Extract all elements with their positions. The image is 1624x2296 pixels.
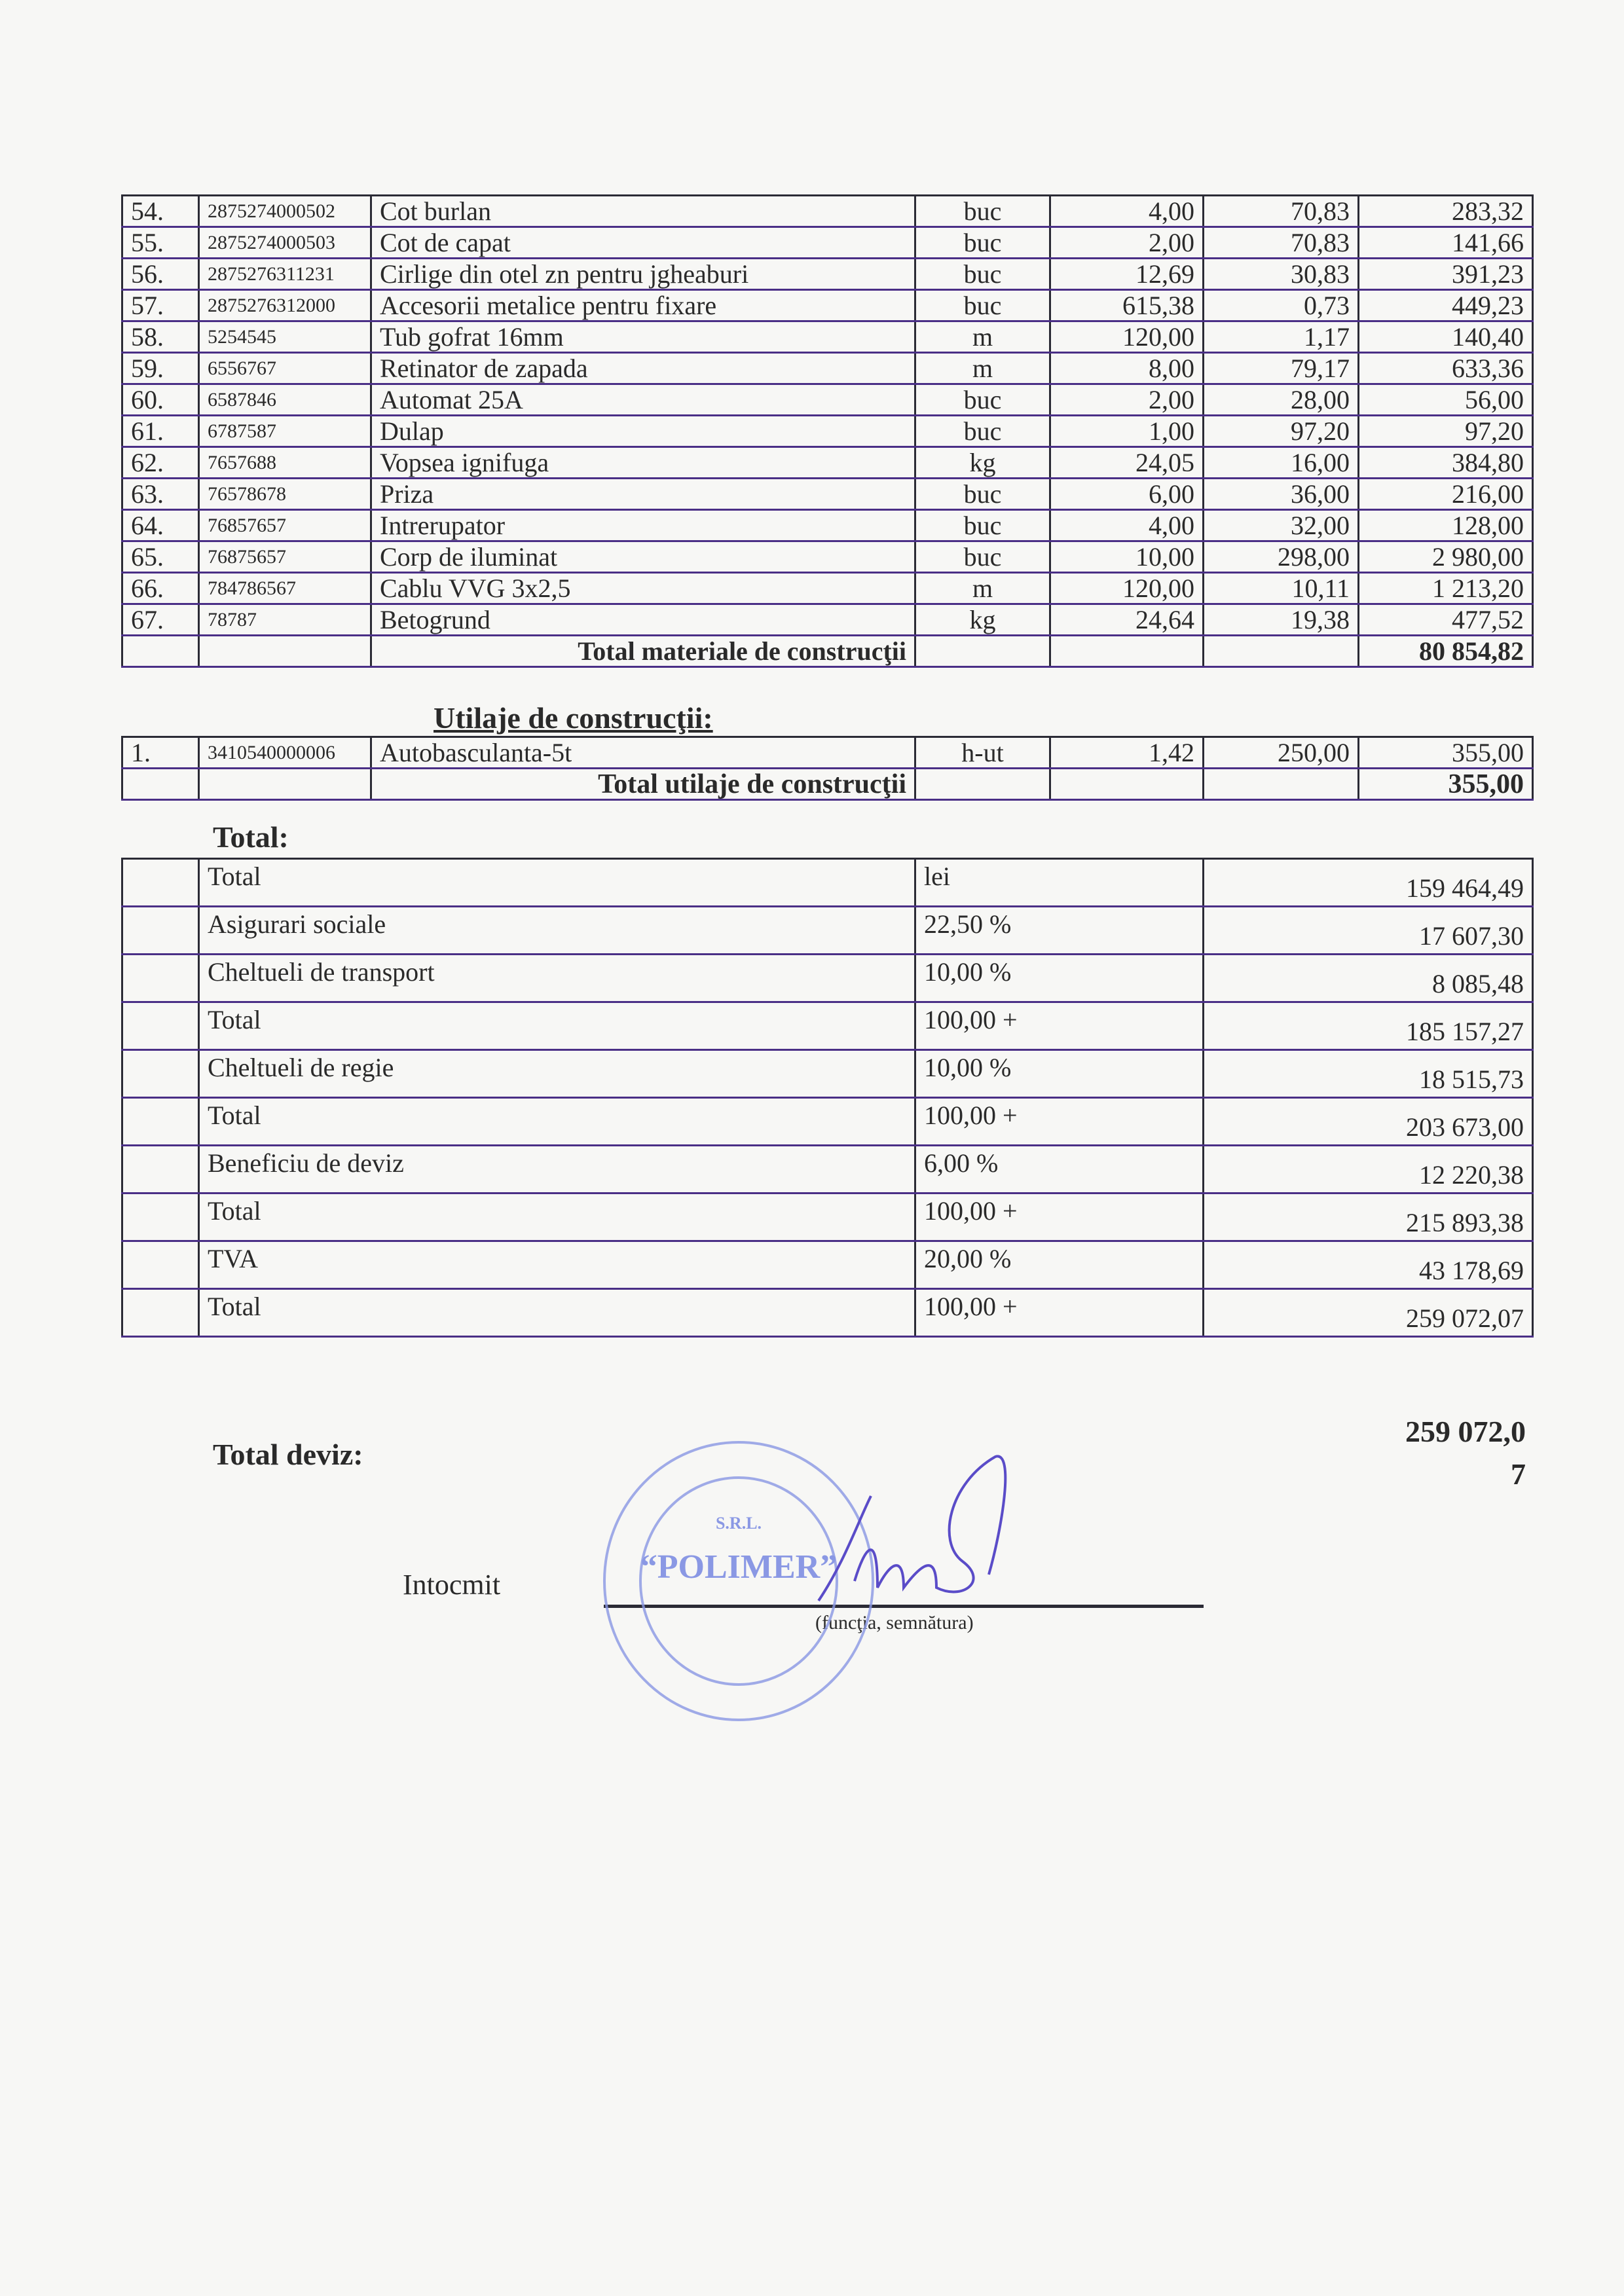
row-unit: m: [915, 321, 1050, 353]
row-total: 216,00: [1359, 479, 1533, 510]
row-qty: 24,05: [1050, 447, 1204, 479]
row-number: 62.: [122, 447, 199, 479]
summary-value: 8 085,48: [1204, 955, 1533, 1002]
summary-value: 17 607,30: [1204, 907, 1533, 955]
table-row: [122, 479, 1533, 510]
summary-empty-cell: [122, 1241, 199, 1289]
row-qty: 120,00: [1050, 573, 1204, 604]
row-number: 67.: [122, 604, 199, 636]
row-unit: buc: [915, 541, 1050, 573]
row-price: 19,38: [1204, 604, 1359, 636]
row-price: 79,17: [1204, 353, 1359, 384]
summary-heading: Total:: [213, 820, 289, 854]
row-total: 633,36: [1359, 353, 1533, 384]
company-stamp-icon: [596, 1430, 1054, 1732]
summary-rate: 22,50 %: [915, 907, 1204, 955]
summary-row: [122, 1050, 1533, 1098]
row-qty: 10,00: [1050, 541, 1204, 573]
summary-rate: 100,00 +: [915, 1289, 1204, 1337]
summary-label: Asigurari sociale: [199, 907, 915, 955]
row-price: 36,00: [1204, 479, 1359, 510]
summary-label: Total: [199, 1194, 915, 1241]
row-price: 10,11: [1204, 573, 1359, 604]
table-row: [122, 227, 1533, 259]
summary-row: [122, 1289, 1533, 1337]
prepared-by-label: Intocmit: [403, 1569, 501, 1601]
row-qty: 615,38: [1050, 290, 1204, 321]
grand-total-value: [1405, 1414, 1526, 1491]
summary-empty-cell: [122, 955, 199, 1002]
row-total: 140,40: [1359, 321, 1533, 353]
row-unit: h-ut: [915, 737, 1050, 769]
row-code: 76875657: [199, 541, 371, 573]
row-name: Automat 25A: [371, 384, 915, 416]
summary-label: Total: [199, 1002, 915, 1050]
summary-row: [122, 1002, 1533, 1050]
materials-total-row: [122, 636, 1533, 667]
summary-value: 215 893,38: [1204, 1194, 1533, 1241]
summary-label: TVA: [199, 1241, 915, 1289]
row-price: 250,00: [1204, 737, 1359, 769]
summary-label: Cheltueli de regie: [199, 1050, 915, 1098]
row-number: 65.: [122, 541, 199, 573]
row-name: Autobasculanta-5t: [371, 737, 915, 769]
row-code: 76857657: [199, 510, 371, 541]
row-code: 6556767: [199, 353, 371, 384]
row-qty: 120,00: [1050, 321, 1204, 353]
row-code: 5254545: [199, 321, 371, 353]
grand-total-label: Total deviz:: [213, 1438, 363, 1471]
row-total: 384,80: [1359, 447, 1533, 479]
row-code: 76578678: [199, 479, 371, 510]
row-code: 78787: [199, 604, 371, 636]
summary-value: 159 464,49: [1204, 859, 1533, 907]
summary-value: 18 515,73: [1204, 1050, 1533, 1098]
row-unit: buc: [915, 227, 1050, 259]
row-qty: 1,00: [1050, 416, 1204, 447]
row-qty: 6,00: [1050, 479, 1204, 510]
row-price: 70,83: [1204, 227, 1359, 259]
summary-label: Cheltueli de transport: [199, 955, 915, 1002]
row-unit: kg: [915, 447, 1050, 479]
row-name: Accesorii metalice pentru fixare: [371, 290, 915, 321]
summary-table: [121, 858, 1534, 1338]
summary-label: Total: [199, 1098, 915, 1146]
summary-value: 259 072,07: [1204, 1289, 1533, 1337]
row-price: 1,17: [1204, 321, 1359, 353]
row-name: Cot de capat: [371, 227, 915, 259]
table-row: [122, 416, 1533, 447]
summary-rate: 10,00 %: [915, 955, 1204, 1002]
row-price: 28,00: [1204, 384, 1359, 416]
row-total: 449,23: [1359, 290, 1533, 321]
materials-total-label: Total materiale de construcţii: [371, 636, 915, 667]
table-row: [122, 290, 1533, 321]
row-qty: 8,00: [1050, 353, 1204, 384]
summary-rate: 20,00 %: [915, 1241, 1204, 1289]
table-row: [122, 353, 1533, 384]
row-unit: buc: [915, 510, 1050, 541]
summary-row: [122, 1241, 1533, 1289]
row-number: 58.: [122, 321, 199, 353]
row-number: 55.: [122, 227, 199, 259]
row-code: 7657688: [199, 447, 371, 479]
row-qty: 2,00: [1050, 384, 1204, 416]
row-name: Dulap: [371, 416, 915, 447]
row-code: 6587846: [199, 384, 371, 416]
row-unit: buc: [915, 259, 1050, 290]
summary-row: [122, 859, 1533, 907]
row-number: 56.: [122, 259, 199, 290]
row-total: 128,00: [1359, 510, 1533, 541]
row-qty: 4,00: [1050, 196, 1204, 227]
row-price: 32,00: [1204, 510, 1359, 541]
summary-label: Total: [199, 859, 915, 907]
table-row: [122, 510, 1533, 541]
stamp-srl: S.R.L.: [715, 1514, 762, 1533]
row-name: Cablu VVG 3x2,5: [371, 573, 915, 604]
row-total: 56,00: [1359, 384, 1533, 416]
row-name: Cirlige din otel zn pentru jgheaburi: [371, 259, 915, 290]
row-price: 97,20: [1204, 416, 1359, 447]
signature-scribble: [819, 1456, 1005, 1601]
row-number: 61.: [122, 416, 199, 447]
equipment-total-value: 355,00: [1359, 769, 1533, 800]
summary-empty-cell: [122, 859, 199, 907]
row-total: 283,32: [1359, 196, 1533, 227]
row-code: 2875274000502: [199, 196, 371, 227]
summary-empty-cell: [122, 907, 199, 955]
row-code: 3410540000006: [199, 737, 371, 769]
row-price: 298,00: [1204, 541, 1359, 573]
table-row: [122, 541, 1533, 573]
row-total: 477,52: [1359, 604, 1533, 636]
summary-row: [122, 907, 1533, 955]
row-name: Vopsea ignifuga: [371, 447, 915, 479]
summary-empty-cell: [122, 1098, 199, 1146]
row-number: 1.: [122, 737, 199, 769]
equipment-total-row: [122, 769, 1533, 800]
summary-value: 203 673,00: [1204, 1098, 1533, 1146]
summary-row: [122, 1146, 1533, 1194]
summary-empty-cell: [122, 1194, 199, 1241]
row-name: Corp de iluminat: [371, 541, 915, 573]
table-row: [122, 196, 1533, 227]
equipment-heading: Utilaje de construcţii:: [434, 701, 713, 735]
row-total: 355,00: [1359, 737, 1533, 769]
summary-value: 185 157,27: [1204, 1002, 1533, 1050]
table-row: [122, 573, 1533, 604]
summary-empty-cell: [122, 1002, 199, 1050]
row-unit: buc: [915, 416, 1050, 447]
row-qty: 24,64: [1050, 604, 1204, 636]
row-name: Intrerupator: [371, 510, 915, 541]
summary-row: [122, 1194, 1533, 1241]
summary-label: Beneficiu de deviz: [199, 1146, 915, 1194]
summary-empty-cell: [122, 1289, 199, 1337]
table-row: [122, 604, 1533, 636]
summary-row: [122, 1098, 1533, 1146]
summary-empty-cell: [122, 1146, 199, 1194]
row-qty: 4,00: [1050, 510, 1204, 541]
table-row: [122, 321, 1533, 353]
row-name: Retinator de zapada: [371, 353, 915, 384]
summary-row: [122, 955, 1533, 1002]
table-row: [122, 447, 1533, 479]
row-number: 66.: [122, 573, 199, 604]
materials-total-value: 80 854,82: [1359, 636, 1533, 667]
row-unit: buc: [915, 290, 1050, 321]
summary-rate: 100,00 +: [915, 1002, 1204, 1050]
summary-label: Total: [199, 1289, 915, 1337]
row-name: Priza: [371, 479, 915, 510]
row-total: 391,23: [1359, 259, 1533, 290]
row-unit: buc: [915, 479, 1050, 510]
table-row: [122, 384, 1533, 416]
row-number: 57.: [122, 290, 199, 321]
equipment-total-label: Total utilaje de construcţii: [371, 769, 915, 800]
row-number: 63.: [122, 479, 199, 510]
row-code: 2875274000503: [199, 227, 371, 259]
signature-caption: (funcţia, semnătura): [815, 1612, 974, 1633]
row-qty: 2,00: [1050, 227, 1204, 259]
stamp-name: “POLIMER”: [640, 1548, 838, 1586]
grand-total-value-line1: 259 072,0: [1405, 1415, 1526, 1448]
grand-total-value-line2: 7: [1511, 1457, 1526, 1491]
materials-table: [121, 194, 1534, 668]
equipment-table: [121, 736, 1534, 801]
row-unit: m: [915, 353, 1050, 384]
row-total: 141,66: [1359, 227, 1533, 259]
row-total: 2 980,00: [1359, 541, 1533, 573]
summary-empty-cell: [122, 1050, 199, 1098]
row-total: 1 213,20: [1359, 573, 1533, 604]
row-unit: buc: [915, 196, 1050, 227]
table-row: [122, 737, 1533, 769]
row-unit: m: [915, 573, 1050, 604]
row-code: 2875276312000: [199, 290, 371, 321]
table-row: [122, 259, 1533, 290]
row-code: 6787587: [199, 416, 371, 447]
row-code: 784786567: [199, 573, 371, 604]
row-name: Betogrund: [371, 604, 915, 636]
row-price: 30,83: [1204, 259, 1359, 290]
summary-rate: lei: [915, 859, 1204, 907]
row-total: 97,20: [1359, 416, 1533, 447]
summary-rate: 6,00 %: [915, 1146, 1204, 1194]
row-code: 2875276311231: [199, 259, 371, 290]
row-price: 16,00: [1204, 447, 1359, 479]
row-number: 54.: [122, 196, 199, 227]
row-qty: 12,69: [1050, 259, 1204, 290]
row-name: Cot burlan: [371, 196, 915, 227]
row-number: 64.: [122, 510, 199, 541]
row-unit: kg: [915, 604, 1050, 636]
row-unit: buc: [915, 384, 1050, 416]
row-name: Tub gofrat 16mm: [371, 321, 915, 353]
row-price: 70,83: [1204, 196, 1359, 227]
row-qty: 1,42: [1050, 737, 1204, 769]
summary-rate: 10,00 %: [915, 1050, 1204, 1098]
row-number: 60.: [122, 384, 199, 416]
summary-rate: 100,00 +: [915, 1194, 1204, 1241]
summary-value: 12 220,38: [1204, 1146, 1533, 1194]
row-number: 59.: [122, 353, 199, 384]
summary-value: 43 178,69: [1204, 1241, 1533, 1289]
summary-rate: 100,00 +: [915, 1098, 1204, 1146]
row-price: 0,73: [1204, 290, 1359, 321]
